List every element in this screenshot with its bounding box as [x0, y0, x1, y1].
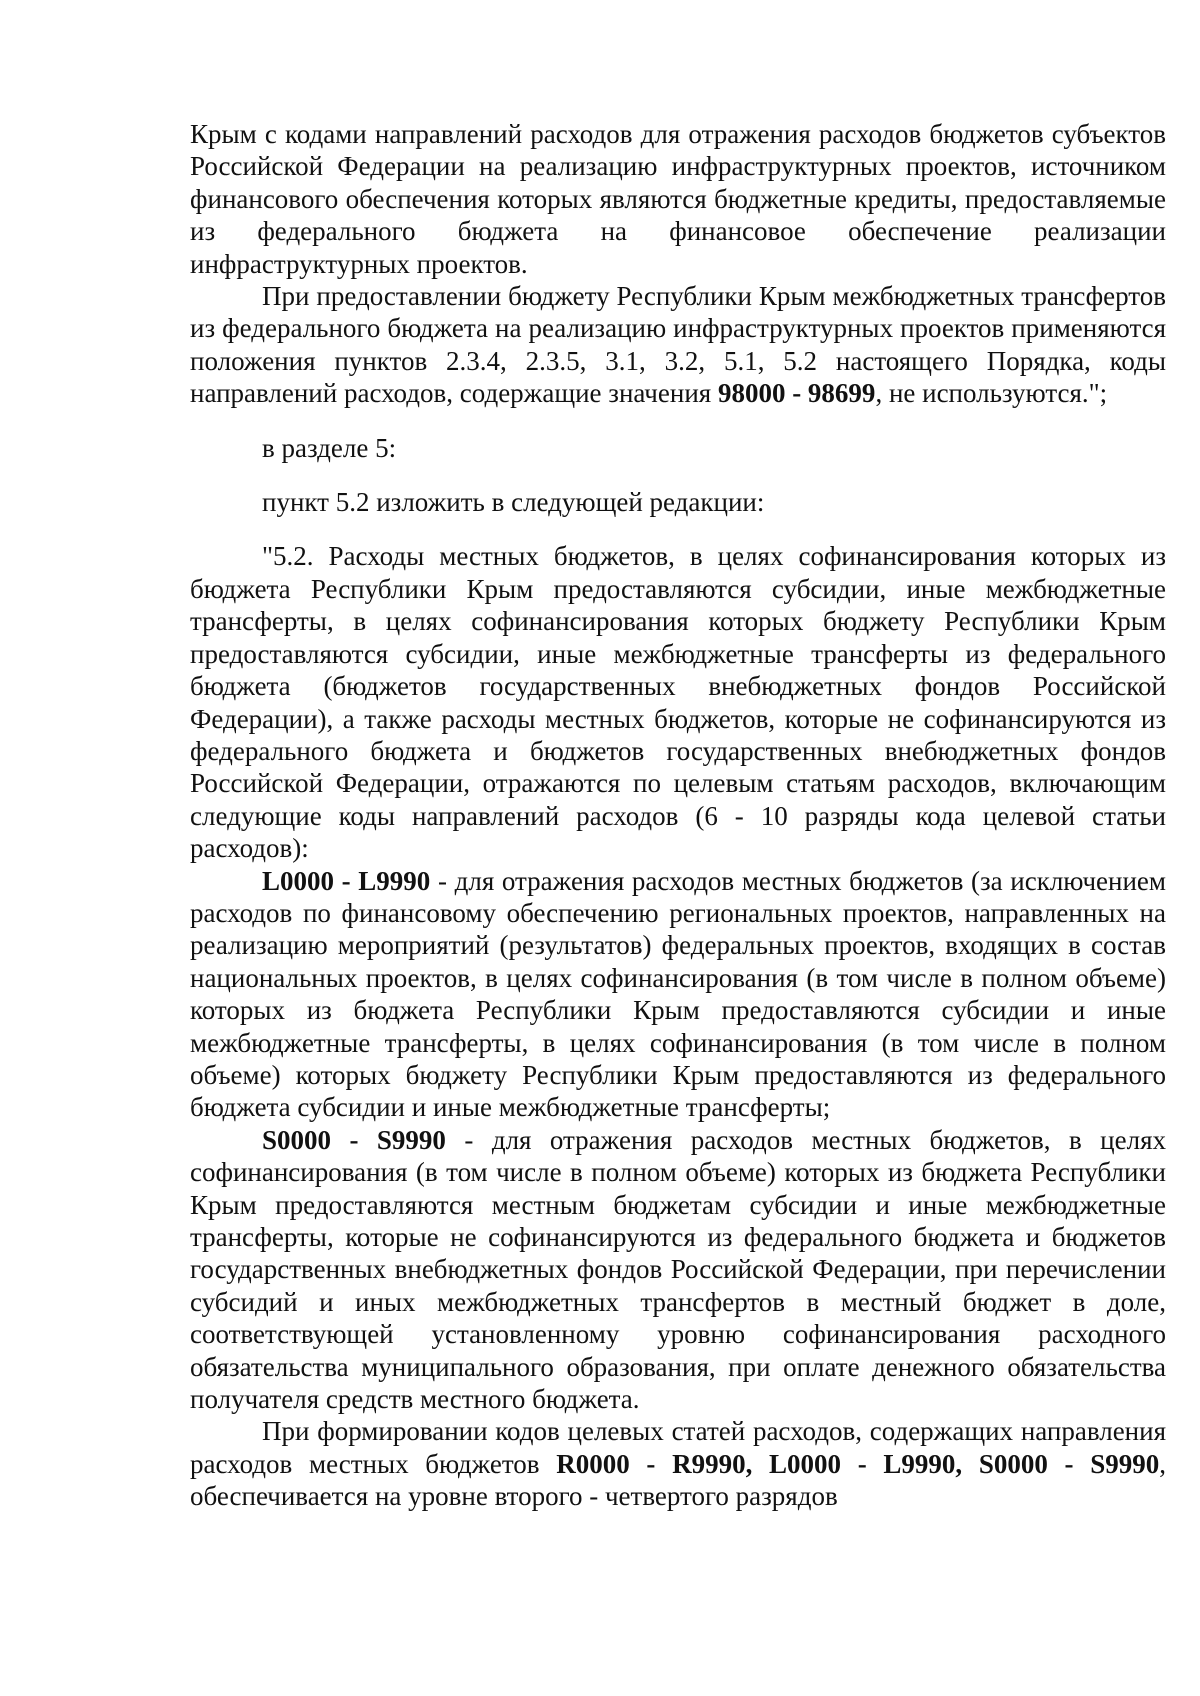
paragraph-forming-codes-text2: , обеспечивается на уровне второго - четвертого разрядов — [190, 1448, 1166, 1512]
paragraph-2 — [190, 280, 1166, 410]
paragraph-forming-codes — [190, 1415, 1166, 1512]
paragraph-section-5: в разделе 5: — [262, 432, 397, 463]
paragraph-code-s-text: - для отражения расходов местных бюджетов, в целях софинансирования (в том числе в полном объеме) которых из бюджета Республики Крым предоставляются местным бюджетам субсидии и иные межбюджетные трансферты, которые не софинансируются из федерального бюджета и бюджетов государственных внебюджетных фондов Российской Федерации, при перечислении субсидий и иных межбюджетных трансфертов в местный бюджет в доле, соответствующей установленному уровню софинансирования расходного обязательства муниципального образования, при оплате денежного обязательства получателя средств местного бюджета. — [190, 1124, 1166, 1415]
paragraph-code-l-text: - для отражения расходов местных бюджетов (за исключением расходов по финансовому обеспечению региональных проектов, направленных на реализацию мероприятий (результатов) федеральных проектов, входящих в состав национальных проектов, в целях софинансирования (в том числе в полном объеме) которых из бюджета Республики Крым предоставляются субсидии и иные межбюджетные трансферты, в целях софинансирования (в том числе в полном объеме) которых бюджету Республики Крым предоставляются из федерального бюджета субсидии и иные межбюджетные трансферты; — [190, 865, 1166, 1123]
code-range-l: L0000 - L9990 — [262, 865, 431, 896]
code-range-98000: 98000 - 98699 — [717, 378, 876, 409]
paragraph-1: Крым с кодами направлений расходов для отражения расходов бюджетов субъектов Российской Федерации на реализацию инфраструктурных проектов, источником финансового обеспечения которых являются бюджетные кредиты, предоставляемые из федерального бюджета на финансовое обеспечение реализации инфраструктурных проектов. — [190, 119, 1166, 279]
paragraph-point-5-2: пункт 5.2 изложить в следующей редакции: — [262, 487, 765, 518]
paragraph-code-l — [190, 865, 1166, 1124]
document-page — [190, 118, 1166, 1513]
code-ranges-rls: R0000 - R9990, L0000 - L9990, S0000 - S9990 — [556, 1448, 1160, 1479]
code-range-s: S0000 - S9990 — [262, 1124, 446, 1155]
paragraph-5-2-text: "5.2. Расходы местных бюджетов, в целях софинансирования которых из бюджета Республики Крым предоставляются субсидии, иные межбюджетные трансферты, в целях софинансирования которых бюджету Республики Крым предоставляются субсидии, иные межбюджетные трансферты из федерального бюджета (бюджетов государственных внебюджетных фондов Российской Федерации), а также расходы местных бюджетов, которые не софинансируются из федерального бюджета и бюджетов государственных внебюджетных фондов Российской Федерации, отражаются по целевым статьям расходов, включающим следующие коды направлений расходов (6 - 10 разряды кода целевой статьи расходов): — [190, 541, 1166, 864]
paragraph-2-text: При предоставлении бюджету Республики Крым межбюджетных трансфертов из федерального бюджета на реализацию инфраструктурных проектов применяются положения пунктов 2.3.4, 2.3.5, 3.1, 3.2, 5.1, 5.2 настоящего Порядка, коды направлений расходов, содержащие значения — [190, 281, 1166, 409]
paragraph-2-tail: , не используются."; — [875, 378, 1108, 409]
paragraph-code-s — [190, 1124, 1166, 1416]
paragraph-forming-codes-text1: При формировании кодов целевых статей расходов, содержащих направления расходов местных бюджетов — [190, 1416, 1166, 1479]
